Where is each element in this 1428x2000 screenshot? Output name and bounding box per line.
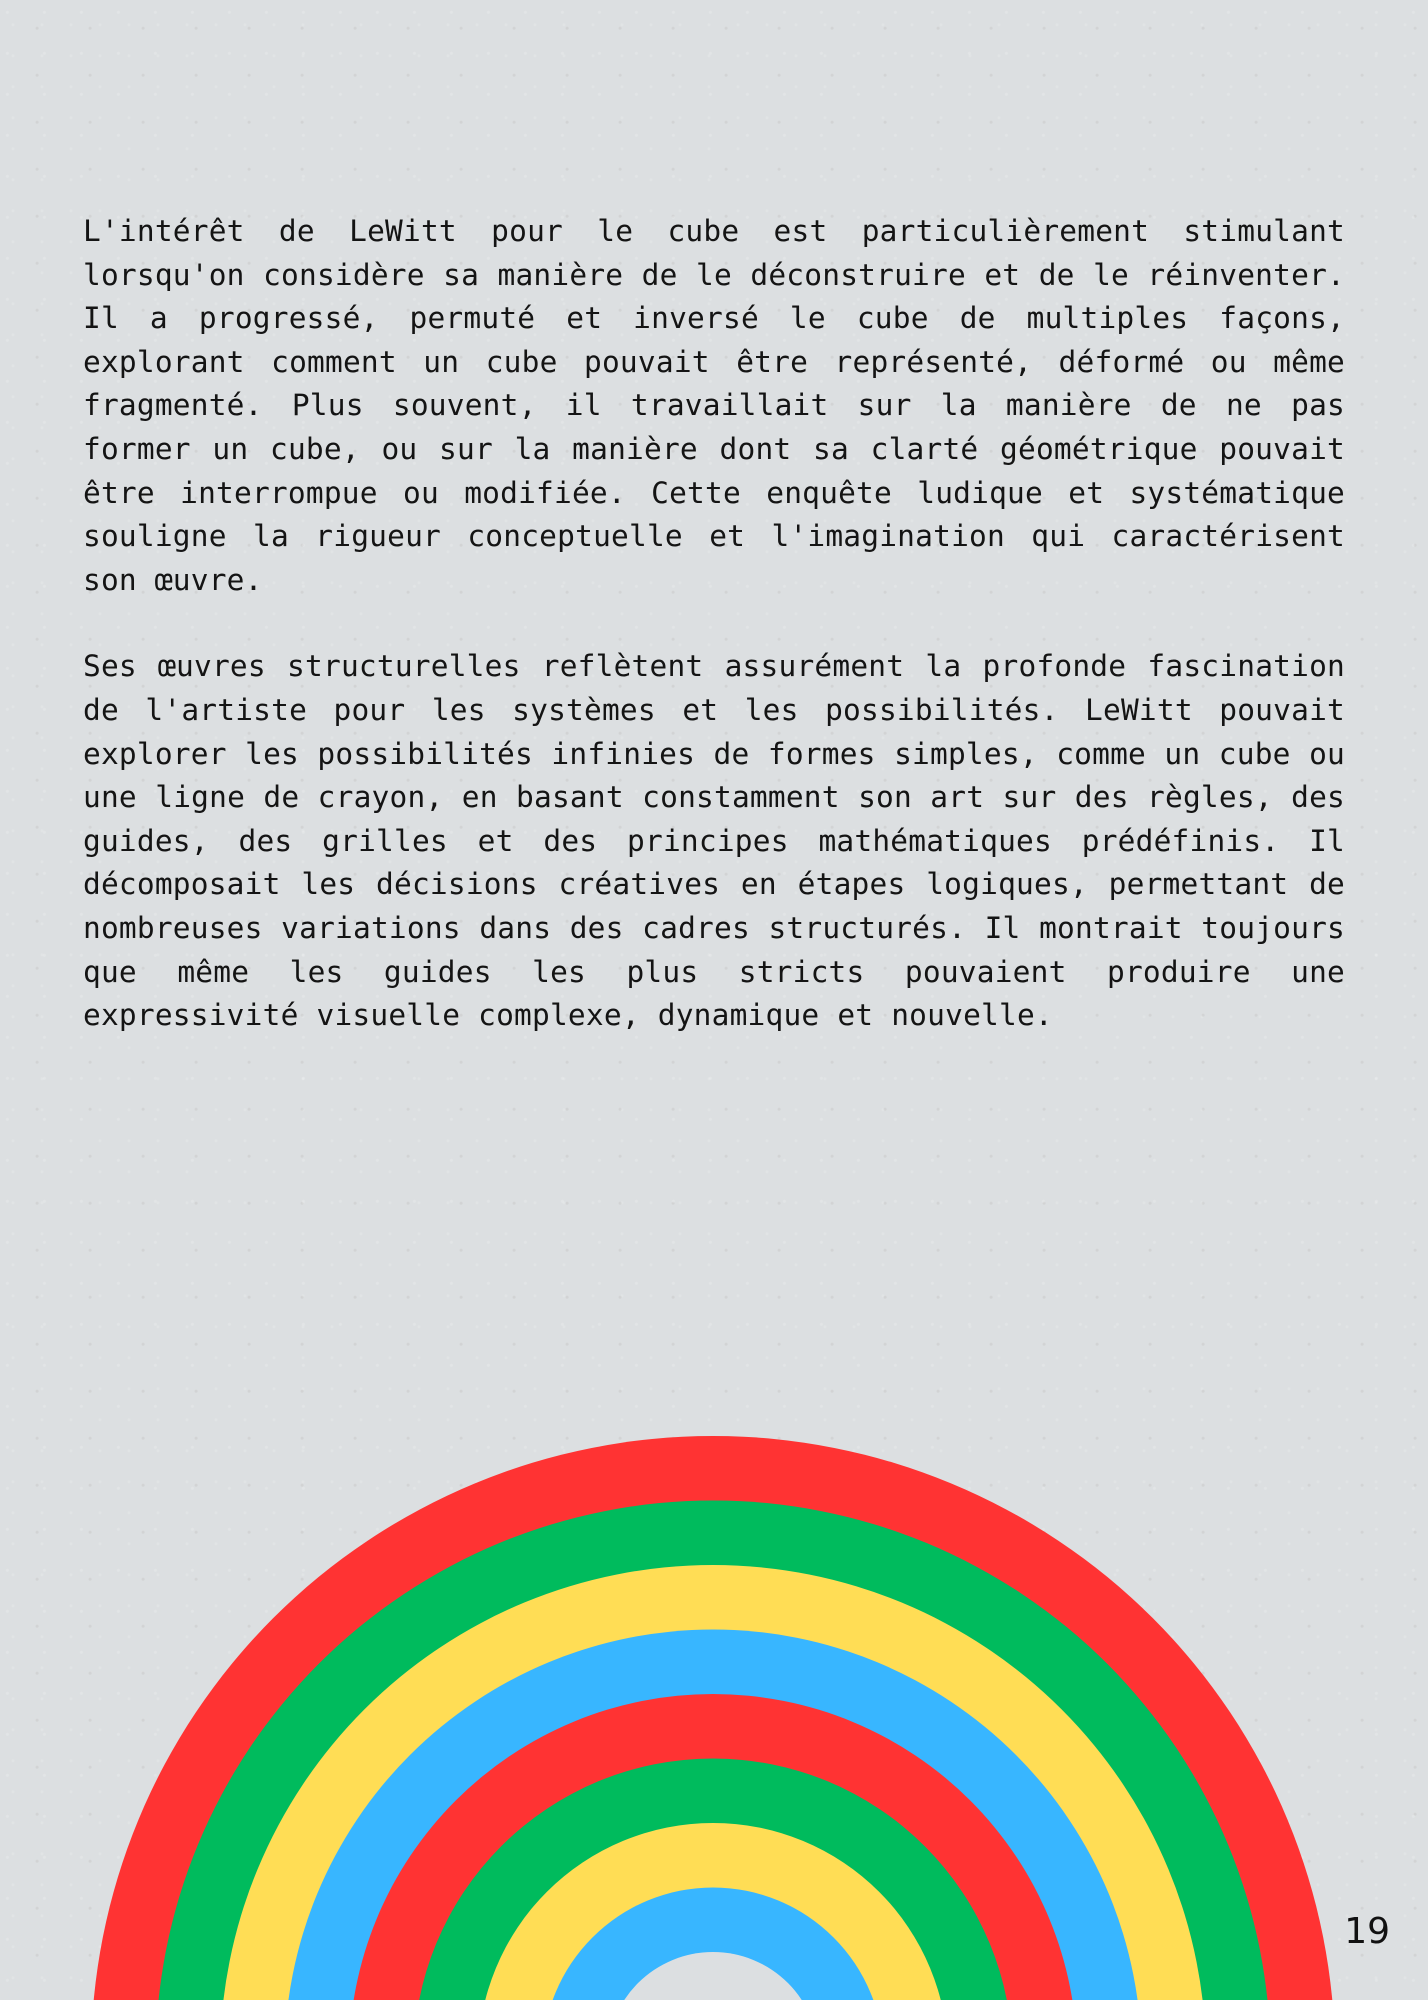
paragraph-2: Ses œuvres structurelles reflètent assurément la profonde fascination de l'artiste pour les systèmes et les possibilités. LeWitt pouvait explorer les possibilités infinies de formes simples, comme un cube ou une ligne de crayon, en basant constamment son art sur des règles, des guides, des grilles et des principes mathématiques prédéfinis. Il décomposait les décisions créatives en étapes logiques, permettant de nombreuses variations dans des cadres structurés. Il montrait toujours que même les guides les plus stricts pouvaient produire une expressivité visuelle complexe, dynamique et nouvelle. [83, 649, 1345, 1033]
paragraph-1: L'intérêt de LeWitt pour le cube est particulièrement stimulant lorsqu'on considère sa manière de le déconstruire et de le réinventer. Il a progressé, permuté et inversé le cube de multiples façons, explorant comment un cube pouvait être représenté, déformé ou même fragmenté. Plus souvent, il travaillait sur la manière de ne pas former un cube, ou sur la manière dont sa clarté géométrique pouvait être interrompue ou modifiée. Cette enquête ludique et systématique souligne la rigueur conceptuelle et l'imagination qui caractérisent son œuvre. [83, 214, 1345, 597]
page-number: 19 [1344, 1911, 1390, 1952]
body-text [83, 210, 1345, 1081]
rainbow-illustration [0, 1370, 1428, 2000]
